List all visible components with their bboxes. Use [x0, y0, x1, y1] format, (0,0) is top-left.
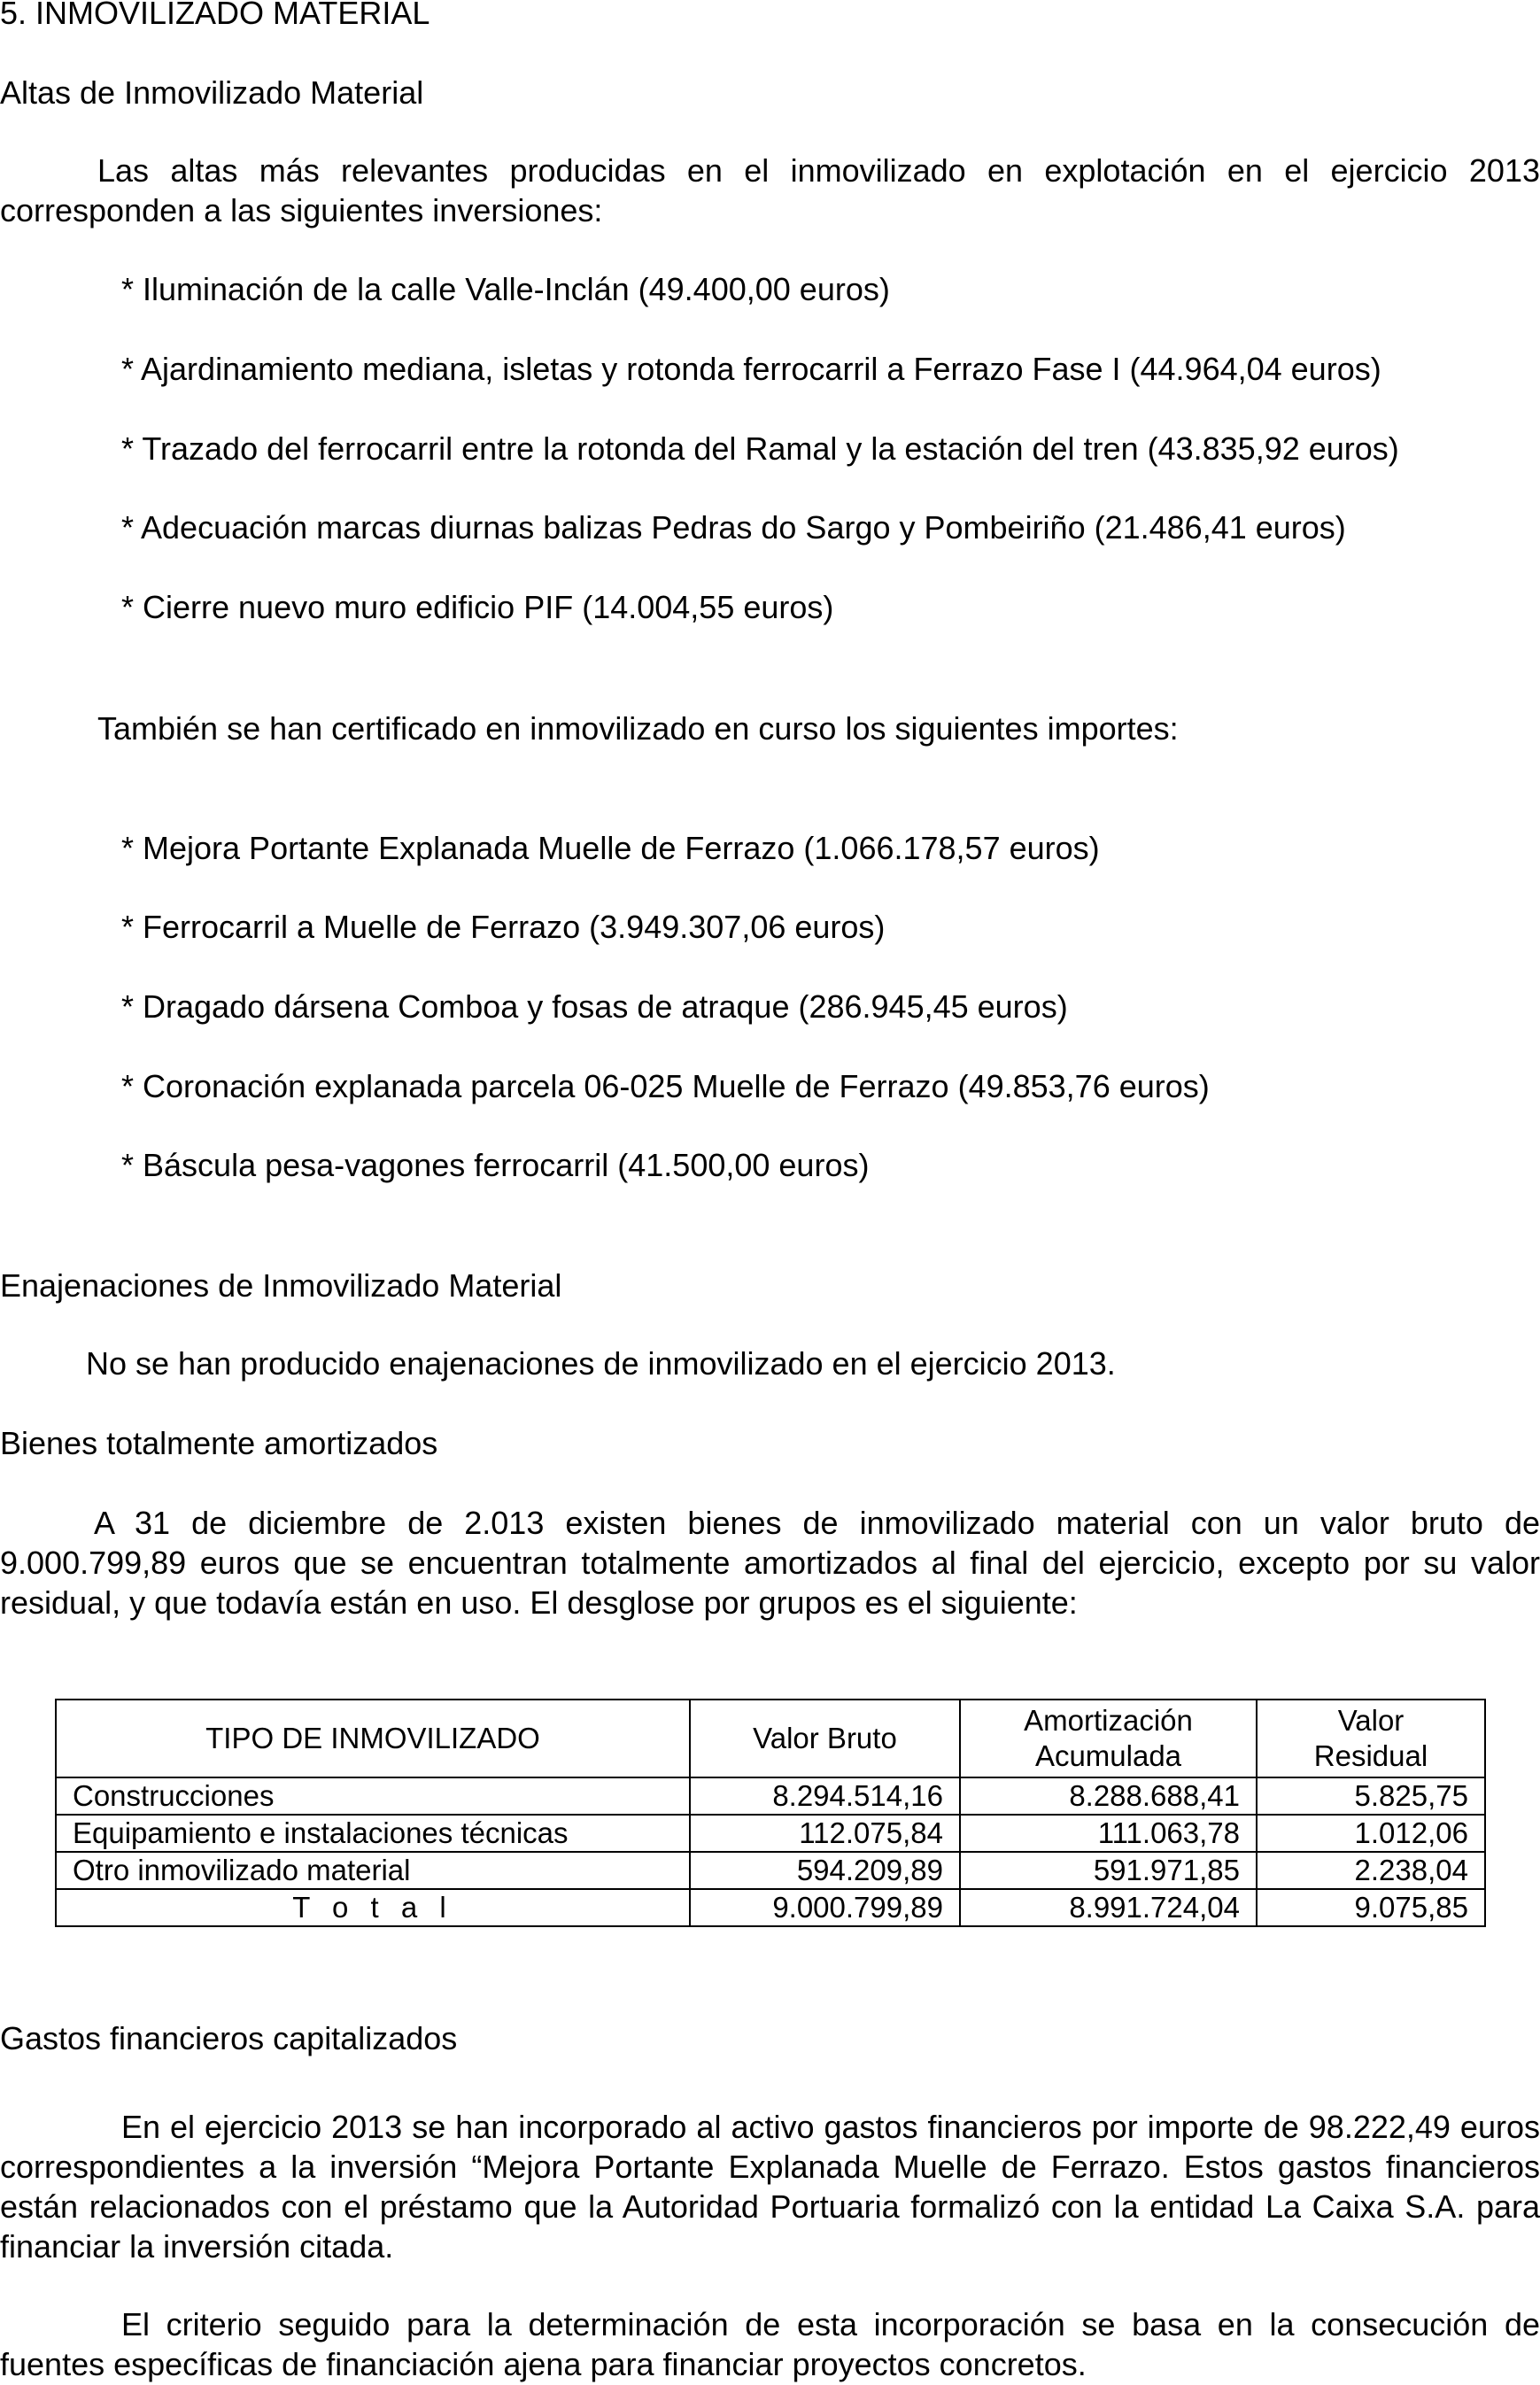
cell-resid: 2.238,04: [1257, 1852, 1485, 1889]
list-item: * Trazado del ferrocarril entre la rotonda del Ramal y la estación del tren (43.835,92 euros): [121, 430, 1399, 467]
cell-total-label: T o t a l: [56, 1889, 690, 1926]
altas-intro: Las altas más relevantes producidas en el inmovilizado en explotación en el ejercicio 2013 corresponden a las siguientes inversiones:: [0, 152, 1540, 228]
header-valor-residual: [1257, 1700, 1485, 1777]
cell-total-resid: 9.075,85: [1257, 1889, 1485, 1926]
header-tipo: TIPO DE INMOVILIZADO: [56, 1700, 690, 1777]
list-item: * Iluminación de la calle Valle-Inclán (49.400,00 euros): [121, 271, 890, 307]
bienes-text: A 31 de diciembre de 2.013 existen bienes de inmovilizado material con un valor bruto de 9.000.799,89 euros que se encuentran totalmente amortizados al final del ejercicio, excepto por su valor residual, y que todavía están en uso. El desglose por grupos es el siguiente:: [0, 1505, 1540, 1621]
section-title: 5. INMOVILIZADO MATERIAL: [0, 0, 430, 31]
header-residual-line2: Residual: [1313, 1739, 1428, 1772]
header-amortizacion-line1: Amortización: [1024, 1704, 1193, 1737]
cell-tipo: Equipamiento e instalaciones técnicas: [56, 1815, 690, 1852]
list-item: * Adecuación marcas diurnas balizas Pedras do Sargo y Pombeiriño (21.486,41 euros): [121, 509, 1346, 546]
cell-amort: 8.288.688,41: [960, 1777, 1257, 1815]
list-item: * Cierre nuevo muro edificio PIF (14.004,55 euros): [121, 589, 834, 625]
enajenaciones-heading: Enajenaciones de Inmovilizado Material: [0, 1267, 562, 1304]
list-item: * Ferrocarril a Muelle de Ferrazo (3.949.307,06 euros): [121, 909, 886, 945]
curso-intro: También se han certificado en inmovilizado en curso los siguientes importes:: [97, 710, 1179, 747]
list-item: * Dragado dársena Comboa y fosas de atraque (286.945,45 euros): [121, 988, 1068, 1025]
gastos-text-2: El criterio seguido para la determinación de esta incorporación se basa en la consecución de fuentes específicas de financiación ajena para financiar proyectos concretos.: [0, 2306, 1540, 2382]
header-residual-line1: Valor: [1337, 1704, 1405, 1737]
list-item: * Báscula pesa-vagones ferrocarril (41.500,00 euros): [121, 1147, 870, 1183]
list-item: * Coronación explanada parcela 06-025 Muelle de Ferrazo (49.853,76 euros): [121, 1068, 1210, 1104]
table-header-row: [56, 1700, 1485, 1777]
gastos-heading: Gastos financieros capitalizados: [0, 2020, 458, 2056]
header-amortizacion: [960, 1700, 1257, 1777]
cell-resid: 5.825,75: [1257, 1777, 1485, 1815]
cell-bruto: 594.209,89: [690, 1852, 960, 1889]
cell-total-bruto: 9.000.799,89: [690, 1889, 960, 1926]
cell-tipo: Construcciones: [56, 1777, 690, 1815]
cell-amort: 591.971,85: [960, 1852, 1257, 1889]
cell-bruto: 8.294.514,16: [690, 1777, 960, 1815]
cell-total-amort: 8.991.724,04: [960, 1889, 1257, 1926]
header-amortizacion-line2: Acumulada: [1034, 1739, 1182, 1772]
table-row: [56, 1852, 1485, 1889]
amortized-assets-table: [55, 1699, 1486, 1927]
list-item: * Mejora Portante Explanada Muelle de Ferrazo (1.066.178,57 euros): [121, 830, 1100, 866]
header-valor-bruto: Valor Bruto: [690, 1700, 960, 1777]
cell-amort: 111.063,78: [960, 1815, 1257, 1852]
cell-resid: 1.012,06: [1257, 1815, 1485, 1852]
enajenaciones-text: No se han producido enajenaciones de inmovilizado en el ejercicio 2013.: [86, 1345, 1116, 1382]
altas-heading: Altas de Inmovilizado Material: [0, 74, 424, 111]
table-row: [56, 1777, 1485, 1815]
table-total-row: [56, 1889, 1485, 1926]
gastos-text-1: En el ejercicio 2013 se han incorporado al activo gastos financieros por importe de 98.222,49 euros correspondientes a la inversión “Mejora Portante Explanada Muelle de Ferrazo. Estos gastos financieros están relacionados con el préstamo que la Autoridad Portuaria formalizó con la entidad La Caixa S.A. para financiar la inversión citada.: [0, 2109, 1540, 2265]
list-item: * Ajardinamiento mediana, isletas y rotonda ferrocarril a Ferrazo Fase I (44.964,04 euros): [121, 351, 1381, 387]
cell-bruto: 112.075,84: [690, 1815, 960, 1852]
table-row: [56, 1815, 1485, 1852]
bienes-heading: Bienes totalmente amortizados: [0, 1425, 438, 1461]
cell-tipo: Otro inmovilizado material: [56, 1852, 690, 1889]
